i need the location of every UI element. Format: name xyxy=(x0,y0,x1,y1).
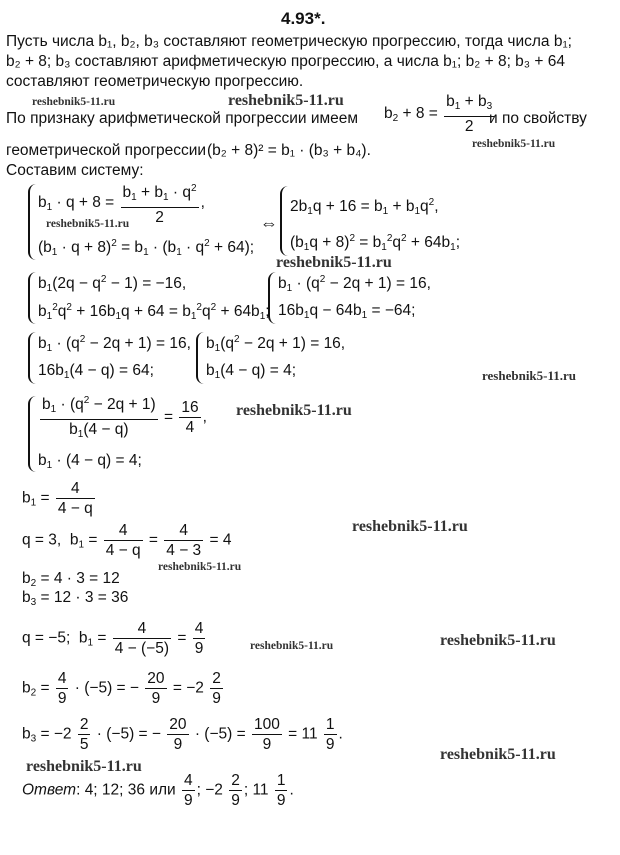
brace xyxy=(196,332,204,384)
sys2b-eq1: $b_1 \cdot (q^2 - 2q + 1) = 16$, xyxy=(278,274,431,294)
brace xyxy=(268,272,276,324)
watermark: reshebnik5-11.ru xyxy=(440,746,556,763)
watermark: reshebnik5-11.ru xyxy=(228,92,344,109)
b2-case2: $b_2$ = $\frac{4}{9}$ · (−5) = − $\frac{20}{9}$ = −2 $\frac{2}{9}$ xyxy=(22,670,221,707)
brace xyxy=(28,396,36,472)
watermark: reshebnik5-11.ru xyxy=(352,518,468,535)
watermark: reshebnik5-11.ru xyxy=(46,218,130,230)
watermark: reshebnik5-11.ru xyxy=(250,640,334,652)
b3-case1: $b_3 = 12 \cdot 3 = 36$ xyxy=(22,589,129,608)
case-q-5: q = −5; $b_1$ = $\frac{4}{4 - (-5)}$ = $\frac{4}{9}$ xyxy=(22,620,204,657)
brace xyxy=(28,184,36,260)
sys4-eq1: $\frac{b_1 \cdot (q^2 - 2q + 1)}{b_1(4 - q)}$ = $\frac{16}{4}$ , xyxy=(38,392,207,443)
sys3-eq2: $16b_1(4 - q) = 64$; xyxy=(38,362,154,381)
sys2b-eq2: $16b_1q - 64b_1 = -64$; xyxy=(278,302,416,321)
case-q3: q = 3, $b_1$ = $\frac{4}{4 - q}$ = $\frac{4}{4 - 3}$ = 4 xyxy=(22,522,232,559)
sys3-eq1: $b_1 \cdot (q^2 - 2q + 1) = 16$, xyxy=(38,334,191,354)
watermark: reshebnik5-11.ru xyxy=(472,138,556,150)
sys2-eq1: $b_1(2q - q^2 - 1) = -16$, xyxy=(38,274,187,294)
watermark: reshebnik5-11.ru xyxy=(482,368,577,383)
sys3b-eq2: $b_1(4 - q) = 4$; xyxy=(206,362,297,381)
sys1b-eq2: $(b_1q + 8)^2 = b_1^2q^2 + 64b_1$; xyxy=(290,233,461,253)
b1-formula: $b_1$ = $\frac{4}{4 - q}$ xyxy=(22,480,93,517)
arith-formula: $b_2 + 8$ = $\frac{b_1 + b_3}{2}$ xyxy=(384,93,493,135)
system-label: Составим систему: xyxy=(6,162,144,179)
problem-number: 4.93*. xyxy=(281,9,326,28)
sys4-eq2: $b_1 \cdot (4 - q) = 4$; xyxy=(38,452,142,471)
watermark: reshebnik5-11.ru xyxy=(26,758,142,775)
brace xyxy=(28,332,36,384)
sys3b-eq1: $b_1(q^2 - 2q + 1) = 16$, xyxy=(206,334,346,354)
arith-text-after: и по свойству xyxy=(489,110,587,127)
intro-line-3: составляют геометрическую прогрессию. xyxy=(6,73,304,90)
geom-text: геометрической прогрессии xyxy=(6,142,207,159)
intro-line-1: Пусть числа b₁, b₂, b₃ составляют геометрическую прогрессию, тогда числа b₁; xyxy=(6,33,572,50)
sys2-eq2: $b_1^2q^2 + 16b_1q + 64 = b_1^2q^2 + 64b_1$; xyxy=(38,302,270,322)
watermark: reshebnik5-11.ru xyxy=(236,402,352,419)
sys1b-eq1: $2b_1q + 16 = b_1 + b_1q^2$, xyxy=(290,197,439,217)
arith-text: По признаку арифметической прогрессии имеем xyxy=(6,110,359,127)
sys1-eq1: $b_1 \cdot q + 8$ = $\frac{b_1 + b_1 \cdot q^2}{2}$ , xyxy=(38,180,205,226)
watermark: reshebnik5-11.ru xyxy=(276,254,392,271)
brace xyxy=(28,272,36,324)
answer-text: : 4; 12; 36 или xyxy=(76,781,176,799)
equiv-symbol: ⇔ xyxy=(260,213,278,233)
brace xyxy=(280,186,288,256)
answer: Ответ: 4; 12; 36 или $\frac{4}{9}$ ; −2 $\frac{2}{9}$ ; 11 $\frac{1}{9}$ . xyxy=(22,772,294,809)
intro-line-2: b₂ + 8; b₃ составляют арифметическую прогрессию, а числа b₁; b₂ + 8; b₃ + 64 xyxy=(6,53,566,70)
watermark: reshebnik5-11.ru xyxy=(158,561,242,573)
watermark: reshebnik5-11.ru xyxy=(440,632,556,649)
answer-label: Ответ xyxy=(22,781,77,799)
geom-formula: (b₂ + 8)² = b₁ · (b₃ + b₄). xyxy=(207,142,371,159)
watermark: reshebnik5-11.ru xyxy=(32,96,116,108)
b3-case2: $b_3 = -2$ $\frac{2}{5}$ · (−5) = − $\frac{20}{9}$ · (−5) = $\frac{100}{9}$ = 11 $\frac{1}{9}$ . xyxy=(22,716,343,753)
sys1-eq2: $(b_1 \cdot q + 8)^2 = b_1 \cdot (b_1 \cdot q^2 + 64)$; xyxy=(38,238,255,258)
b2-case1: $b_2 = 4 \cdot 3 = 12$ xyxy=(22,570,120,589)
